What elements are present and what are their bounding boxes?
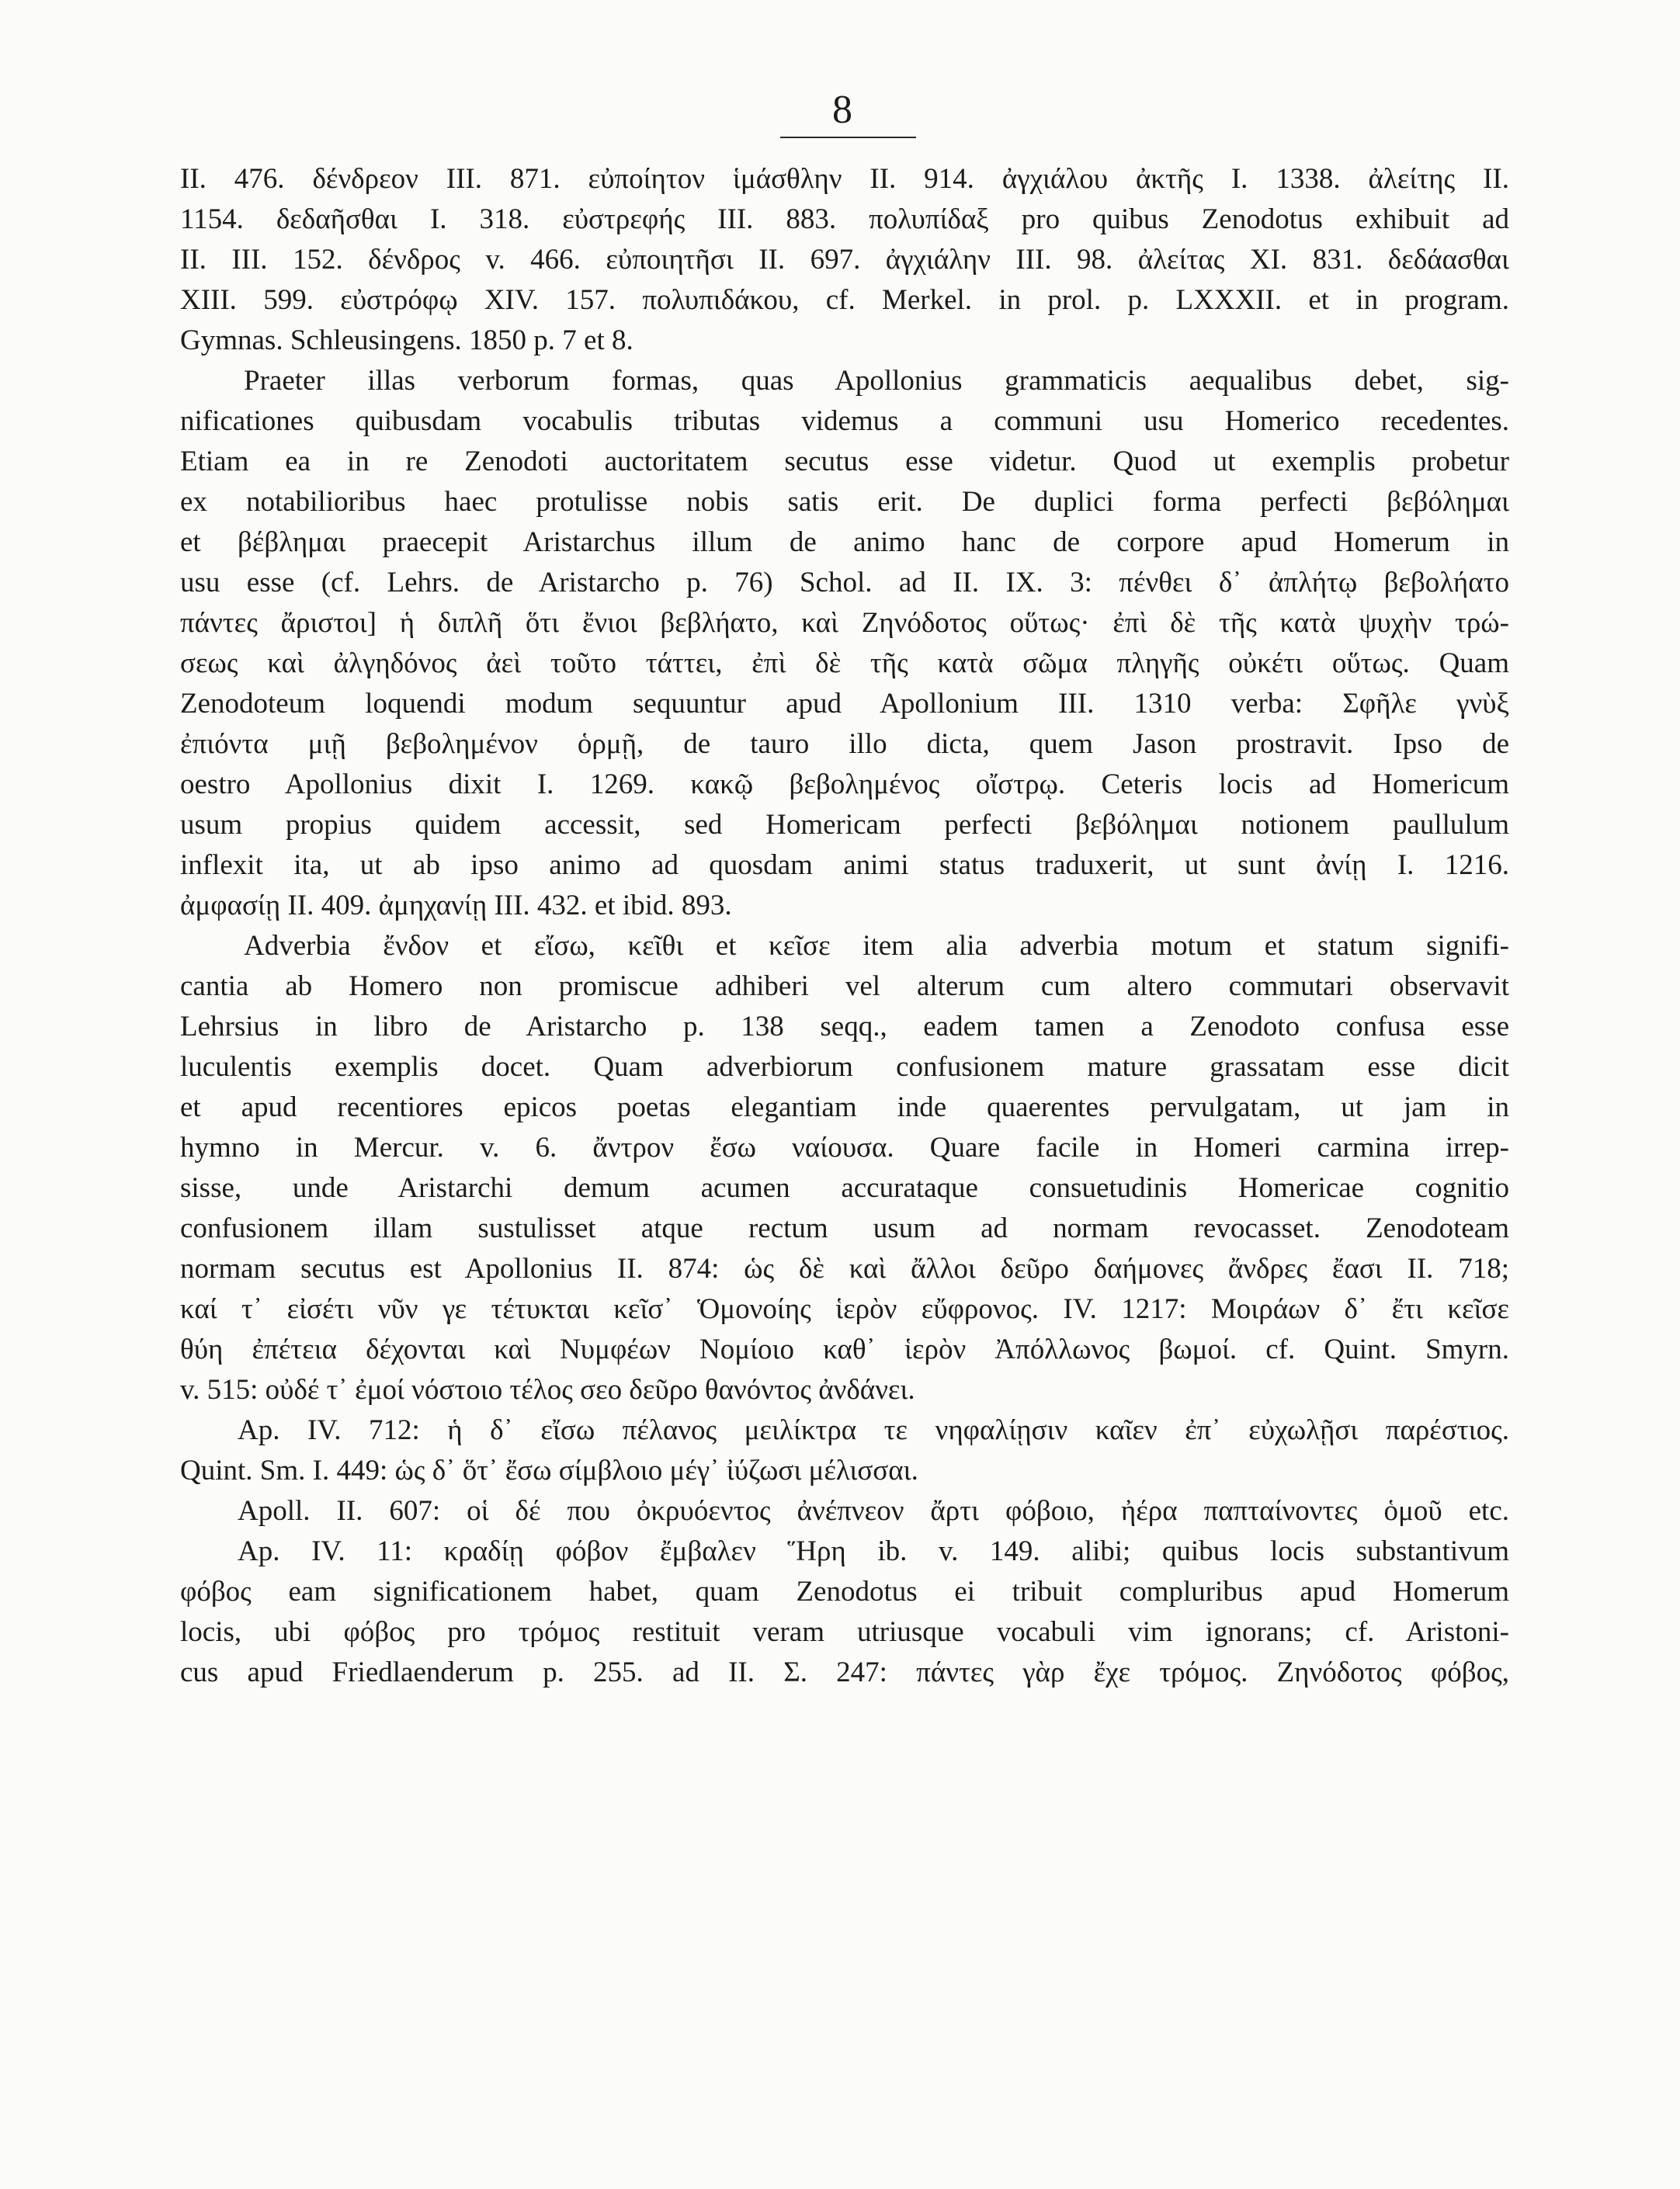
greek-text-line: πάντες ἄριστοι] ἡ διπλῆ ὅτι ἔνιοι βεβλήατο, καὶ Ζηνόδοτος οὕτως· ἐπὶ δὲ τῆς κατὰ ψυχὴν τρώ- <box>180 607 1509 639</box>
text-line: XIII. 599. εὐστρόφῳ XIV. 157. πολυπιδάκου, cf. Merkel. in prol. p. LXXXII. et in program. <box>180 284 1509 316</box>
text-line: cus apud Friedlaenderum p. 255. ad II. Σ. 247: πάντες γὰρ ἔχε τρόμος. Ζηνόδοτος φόβος, <box>180 1656 1509 1688</box>
greek-text-line: καί τ᾽ εἰσέτι νῦν γε τέτυκται κεῖσ᾽ Ὁμονοίης ἱερὸν εὔφρονος. IV. 1217: Μοιράων δ᾽ ἔτι κεῖσε <box>180 1293 1509 1325</box>
text-line: φόβος eam significationem habet, quam Zenodotus ei tribuit compluribus apud Homerum <box>180 1576 1509 1608</box>
text-line: ex notabilioribus haec protulisse nobis satis erit. De duplici forma perfecti βεβόλημαι <box>180 486 1509 518</box>
text-line: Etiam ea in re Zenodoti auctoritatem secutus esse videtur. Quod ut exemplis probetur <box>180 446 1509 477</box>
citation-line: Quint. Sm. I. 449: ὡς δ᾽ ὅτ᾽ ἔσω σίμβλοιο μέγ᾽ ἰύζωσι μέλισσαι. <box>180 1455 918 1487</box>
text-line: nificationes quibusdam vocabulis tributas videmus a communi usu Homerico recedentes. <box>180 405 1509 437</box>
text-line: usu esse (cf. Lehrs. de Aristarcho p. 76) Schol. ad II. IX. 3: πένθει δ᾽ ἀπλήτῳ βεβολήατο <box>180 567 1509 598</box>
text-line: v. 515: οὐδέ τ᾽ ἐμοί νόστοιο τέλος σεο δεῦρο θανόντος ἀνδάνει. <box>180 1374 915 1406</box>
citation-line: Apoll. II. 607: οἱ δέ που ὀκρυόεντος ἀνέπνεον ἄρτι φόβοιο, ἠέρα παπταίνοντες ὁμοῦ etc. <box>238 1495 1509 1527</box>
header-rule <box>780 137 916 138</box>
text-line: hymno in Mercur. v. 6. ἄντρον ἔσω ναίουσα. Quare facile in Homeri carmina irrep- <box>180 1132 1509 1164</box>
text-line: usum propius quidem accessit, sed Homericam perfecti βεβόλημαι notionem paullulum <box>180 809 1509 841</box>
greek-text-line: σεως καὶ ἀλγηδόνος ἀεὶ τοῦτο τάττει, ἐπὶ δὲ τῆς κατὰ σῶμα πληγῆς οὐκέτι οὕτως. Quam <box>180 647 1509 679</box>
greek-text-line: θύη ἐπέτεια δέχονται καὶ Νυμφέων Νομίοιο καθ᾽ ἱερὸν Ἀπόλλωνος βωμοί. cf. Quint. Smyrn. <box>180 1334 1509 1365</box>
text-line: et apud recentiores epicos poetas elegantiam inde quaerentes pervulgatam, ut jam in <box>180 1091 1509 1123</box>
citation-line: Ap. IV. 712: ἡ δ᾽ εἴσω πέλανος μειλίκτρα τε νηφαλίῃσιν καῖεν ἐπ᾽ εὐχωλῇσι παρέστιος. <box>238 1414 1509 1446</box>
paragraph-start-line: Adverbia ἔνδον et εἴσω, κεῖθι et κεῖσε item alia adverbia motum et statum signifi- <box>244 930 1509 962</box>
text-line: Gymnas. Schleusingens. 1850 p. 7 et 8. <box>180 324 633 356</box>
text-line: oestro Apollonius dixit I. 1269. κακῷ βεβολημένος οἴστρῳ. Ceteris locis ad Homericum <box>180 768 1509 800</box>
page-number: 8 <box>832 88 852 132</box>
paragraph-start-line: Praeter illas verborum formas, quas Apollonius grammaticis aequalibus debet, sig- <box>244 365 1509 397</box>
text-line: inflexit ita, ut ab ipso animo ad quosdam animi status traduxerit, ut sunt ἀνίῃ I. 1216. <box>180 849 1509 881</box>
text-line: luculentis exemplis docet. Quam adverbiorum confusionem mature grassatam esse dicit <box>180 1051 1509 1083</box>
text-line: Zenodoteum loquendi modum sequuntur apud Apollonium III. 1310 verba: Σφῆλε γνὺξ <box>180 688 1509 720</box>
text-line: confusionem illam sustulisset atque rectum usum ad normam revocasset. Zenodoteam <box>180 1212 1509 1244</box>
body-text <box>180 159 1509 1693</box>
text-line: II. 476. δένδρεον III. 871. εὐποίητον ἱμάσθλην II. 914. ἀγχιάλου ἀκτῆς I. 1338. ἀλείτης II. <box>180 163 1509 195</box>
text-line: ἀμφασίῃ II. 409. ἀμηχανίῃ III. 432. et ibid. 893. <box>180 890 732 921</box>
text-line: sisse, unde Aristarchi demum acumen accurataque consuetudinis Homericae cognitio <box>180 1172 1509 1204</box>
text-line: cantia ab Homero non promiscue adhiberi vel alterum cum altero commutari observavit <box>180 970 1509 1002</box>
text-line: locis, ubi φόβος pro τρόμος restituit veram utriusque vocabuli vim ignorans; cf. Aristoni- <box>180 1616 1509 1648</box>
text-line: II. III. 152. δένδρος v. 466. εὐποιητῆσι II. 697. ἀγχιάλην III. 98. ἀλείτας XI. 831. δεδάασθαι <box>180 244 1509 276</box>
text-line: et βέβλημαι praecepit Aristarchus illum de animo hanc de corpore apud Homerum in <box>180 526 1509 558</box>
text-line: 1154. δεδαῆσθαι I. 318. εὐστρεφής III. 883. πολυπίδαξ pro quibus Zenodotus exhibuit ad <box>180 203 1509 235</box>
citation-line: Ap. IV. 11: κραδίῃ φόβον ἔμβαλεν Ἥρη ib. v. 149. alibi; quibus locis substantivum <box>238 1535 1509 1567</box>
text-line: Lehrsius in libro de Aristarcho p. 138 seqq., eadem tamen a Zenodoto confusa esse <box>180 1011 1509 1042</box>
text-line: normam secutus est Apollonius II. 874: ὡς δὲ καὶ ἄλλοι δεῦρο δαήμονες ἄνδρες ἔασι II. 718; <box>180 1253 1509 1285</box>
text-line: ἐπιόντα μιῇ βεβολημένον ὁρμῇ, de tauro illo dicta, quem Jason prostravit. Ipso de <box>180 728 1509 760</box>
